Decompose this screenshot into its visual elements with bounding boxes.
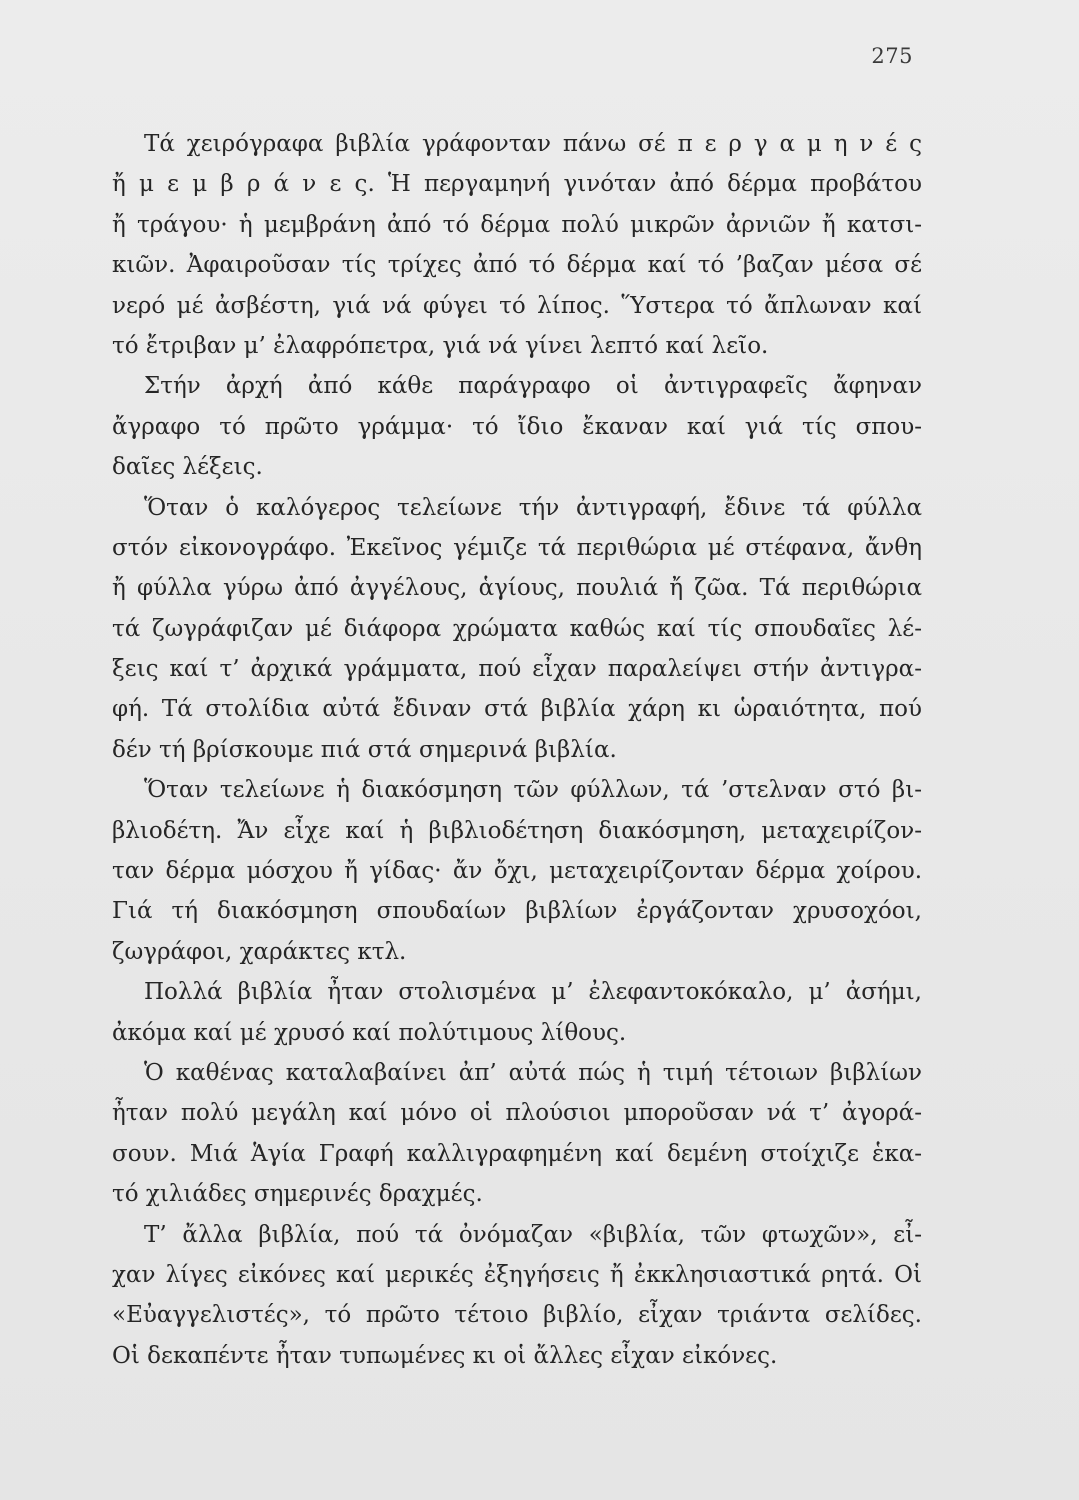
text-line: Γιά τή διακόσμηση σπουδαίων βιβλίων ἐργάζονταν χρυσοχόοι,: [112, 898, 922, 925]
text-line: Πολλά βιβλία ἦταν στολισμένα μ’ ἐλεφαντοκόκαλο, μ’ ἀσήμι,: [144, 979, 922, 1006]
page-number: 275: [871, 44, 913, 68]
text-line: βλιοδέτη. Ἄν εἶχε καί ἡ βιβλιοδέτηση διακόσμηση, μεταχειρίζον-: [112, 817, 922, 844]
text-line: δέν τή βρίσκουμε πιά στά σημερινά βιβλία.: [112, 736, 617, 763]
text-line: ἄγραφο τό πρῶτο γράμμα· τό ἴδιο ἔκαναν καί γιά τίς σπου-: [112, 413, 922, 440]
text-line: Τά χειρόγραφα βιβλία γράφονταν πάνω σέ π ε ρ γ α μ η ν έ ς: [144, 131, 922, 157]
text-line: σουν. Μιά Ἁγία Γραφή καλλιγραφημένη καί δεμένη στοίχιζε ἑκα-: [112, 1140, 922, 1167]
body-text: [112, 124, 922, 1376]
text-line: χαν λίγες εἰκόνες καί μερικές ἐξηγήσεις ἤ ἐκκλησιαστικά ρητά. Οἱ: [112, 1261, 922, 1288]
text-line: Ὅταν ὁ καλόγερος τελείωνε τήν ἀντιγραφή, ἔδινε τά φύλλα: [144, 494, 922, 521]
text-line: «Εὐαγγελιστές», τό πρῶτο τέτοιο βιβλίο, εἶχαν τριάντα σελίδες.: [112, 1302, 922, 1329]
text-line: τό ἔτριβαν μ’ ἐλαφρόπετρα, γιά νά γίνει λεπτό καί λεῖο.: [112, 332, 769, 359]
text-line: κιῶν. Ἀφαιροῦσαν τίς τρίχες ἀπό τό δέρμα καί τό ’βαζαν μέσα σέ: [112, 252, 922, 279]
text-line: στόν εἰκονογράφο. Ἐκεῖνος γέμιζε τά περιθώρια μέ στέφανα, ἄνθη: [112, 534, 922, 561]
text-line: Ὅταν τελείωνε ἡ διακόσμηση τῶν φύλλων, τά ’στελναν στό βι-: [144, 777, 922, 804]
text-line: φή. Τά στολίδια αὐτά ἔδιναν στά βιβλία χάρη κι ὡραιότητα, πού: [112, 696, 922, 723]
text-line: ξεις καί τ’ ἀρχικά γράμματα, πού εἶχαν παραλείψει στήν ἀντιγρα-: [112, 656, 922, 683]
text-line: ἤ μ ε μ β ρ ά ν ε ς. Ἡ περγαμηνή γινόταν ἀπό δέρμα προβάτου: [112, 171, 922, 198]
text-line: Ὁ καθένας καταλαβαίνει ἀπ’ αὐτά πώς ἡ τιμή τέτοιων βιβλίων: [144, 1059, 922, 1086]
text-line: Στήν ἀρχή ἀπό κάθε παράγραφο οἱ ἀντιγραφεῖς ἄφηναν: [144, 373, 922, 400]
text-line: δαῖες λέξεις.: [112, 454, 263, 481]
text-line: Οἱ δεκαπέντε ἦταν τυπωμένες κι οἱ ἄλλες εἶχαν εἰκόνες.: [112, 1342, 778, 1369]
text-line: ζωγράφοι, χαράκτες κτλ.: [112, 938, 407, 965]
text-line: ἤ φύλλα γύρω ἀπό ἀγγέλους, ἁγίους, πουλιά ἤ ζῶα. Τά περιθώρια: [112, 575, 922, 602]
text-line: ἤ τράγου· ἡ μεμβράνη ἀπό τό δέρμα πολύ μικρῶν ἀρνιῶν ἤ κατσι-: [112, 211, 922, 238]
text-line: ταν δέρμα μόσχου ἤ γίδας· ἄν ὄχι, μεταχειρίζονταν δέρμα χοίρου.: [112, 858, 922, 885]
text-line: ἦταν πολύ μεγάλη καί μόνο οἱ πλούσιοι μποροῦσαν νά τ’ ἀγορά-: [112, 1100, 922, 1127]
text-line: τό χιλιάδες σημερινές δραχμές.: [112, 1181, 483, 1208]
text-line: Τ’ ἄλλα βιβλία, πού τά ὀνόμαζαν «βιβλία, τῶν φτωχῶν», εἶ-: [144, 1221, 922, 1248]
text-line: τά ζωγράφιζαν μέ διάφορα χρώματα καθώς καί τίς σπουδαῖες λέ-: [112, 615, 922, 642]
text-line: νερό μέ ἀσβέστη, γιά νά φύγει τό λίπος. Ὕστερα τό ἄπλωναν καί: [112, 292, 922, 319]
text-line: ἀκόμα καί μέ χρυσό καί πολύτιμους λίθους.: [112, 1019, 627, 1046]
